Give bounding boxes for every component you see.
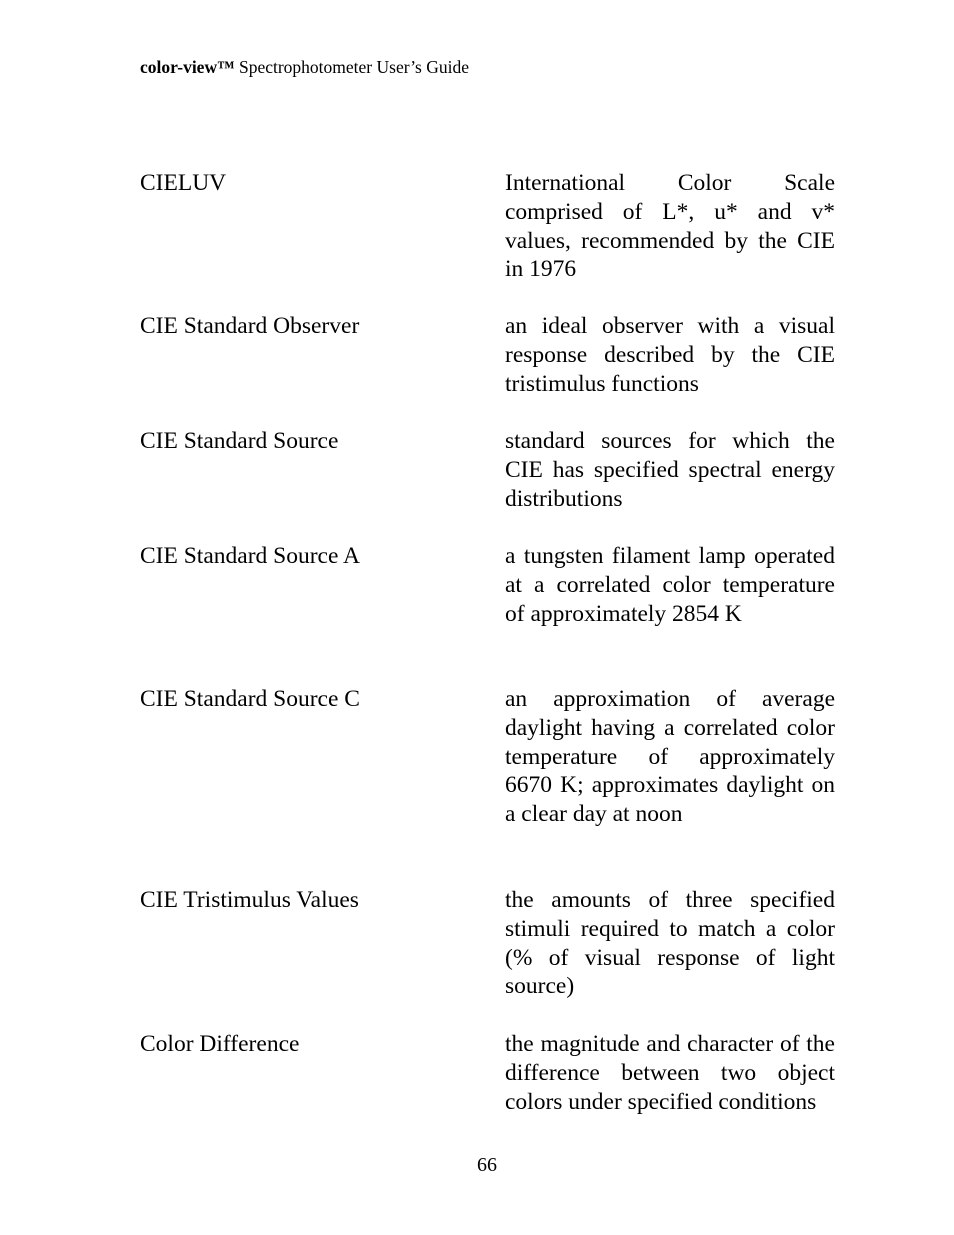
header-brand: color-view™: [140, 57, 235, 77]
glossary-term: CIELUV: [140, 170, 227, 196]
glossary-definition: an ideal observer with a visual response described by the CIE tristimulus functions: [505, 313, 835, 397]
glossary-term: CIE Standard Observer: [140, 313, 360, 339]
glossary-term: CIE Standard Source: [140, 428, 339, 454]
header-title: Spectrophotometer User’s Guide: [234, 57, 470, 77]
glossary-term: CIE Standard Source A: [140, 543, 360, 569]
glossary-definition: standard sources for which the CIE has specified spectral energy distributions: [505, 428, 835, 512]
running-header: [140, 56, 469, 78]
glossary-definition: International Color Scale comprised of L*, u* and v* values, recommended by the CIE in 1976: [505, 170, 835, 283]
glossary-term: CIE Tristimulus Values: [140, 887, 359, 913]
glossary-definition: the magnitude and character of the difference between two object colors under specified conditions: [505, 1031, 835, 1115]
page-number: 66: [477, 1154, 497, 1176]
glossary-term: CIE Standard Source C: [140, 686, 360, 712]
glossary-term: Color Difference: [140, 1031, 300, 1057]
glossary-definition: the amounts of three specified stimuli required to match a color (% of visual response of light source): [505, 887, 835, 1000]
glossary-definition: an approximation of average daylight having a correlated color temperature of approximately 6670 K; approximates daylight on a clear day at noon: [505, 686, 835, 828]
glossary-definition: a tungsten filament lamp operated at a correlated color temperature of approximately 2854 K: [505, 543, 835, 627]
